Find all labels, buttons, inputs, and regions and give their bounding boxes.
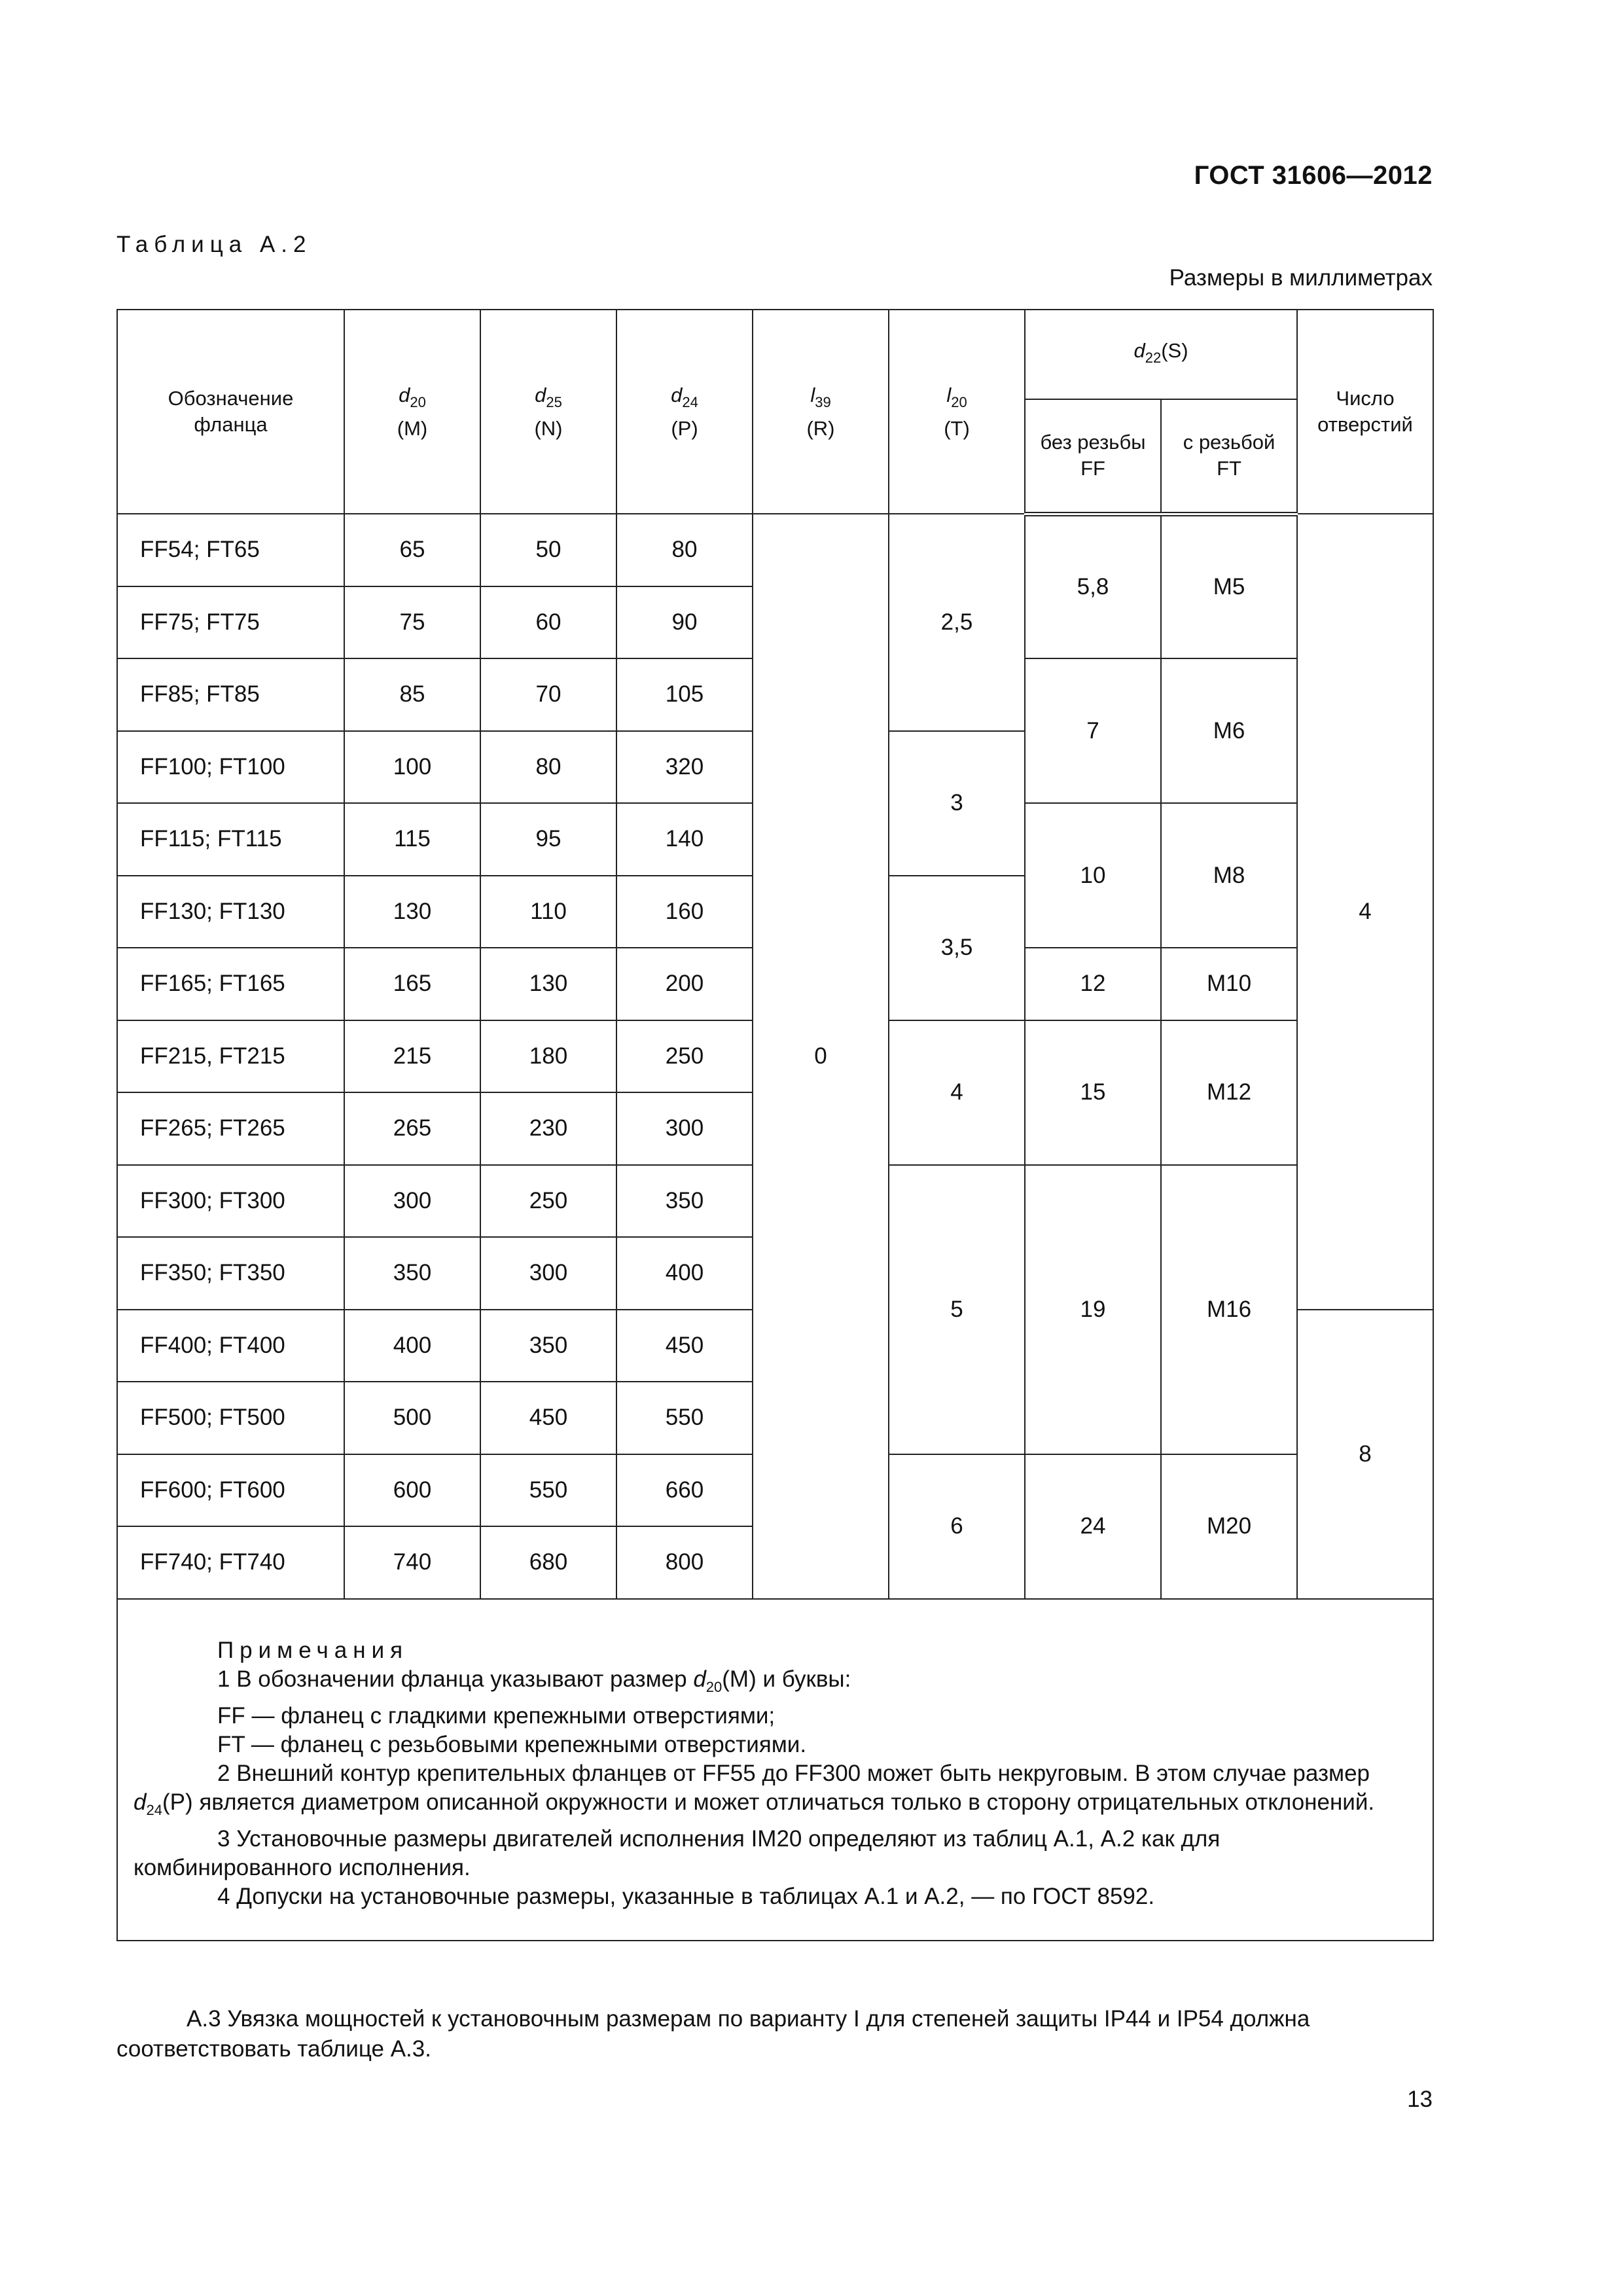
flange-designation: FF75; FT75 bbox=[117, 586, 344, 659]
note-3: 3 Установочные размеры двигателей исполнения IM20 определяют из таблиц А.1, А.2 как для комбинированного исполнения. bbox=[134, 1825, 1221, 1880]
d25-cell: 70 bbox=[480, 658, 616, 731]
d22-thread-cell: M12 bbox=[1161, 1020, 1297, 1165]
d24-cell: 90 bbox=[616, 586, 753, 659]
d20-cell: 500 bbox=[344, 1382, 480, 1454]
flange-designation: FF130; FT130 bbox=[117, 876, 344, 948]
d25-cell: 95 bbox=[480, 803, 616, 876]
d24-cell: 105 bbox=[616, 658, 753, 731]
d25-cell: 450 bbox=[480, 1382, 616, 1454]
d20-cell: 165 bbox=[344, 948, 480, 1020]
d25-cell: 230 bbox=[480, 1092, 616, 1165]
header-l20: $l_{20}$ (T) bbox=[889, 310, 1025, 514]
note-1: 1 В обозначении фланца указывают размер $d_{20}(M)$ и буквы: bbox=[217, 1666, 851, 1695]
d24-cell: 250 bbox=[616, 1020, 753, 1093]
document-code: ГОСТ 31606—2012 bbox=[1194, 161, 1433, 190]
holes-cell: 4 bbox=[1297, 514, 1433, 1310]
d25-cell: 60 bbox=[480, 586, 616, 659]
d22-thread-cell: M8 bbox=[1161, 803, 1297, 948]
d24-cell: 320 bbox=[616, 731, 753, 804]
note-ft: FT — фланец с резьбовыми крепежными отверстиями. bbox=[217, 1731, 807, 1757]
d20-cell: 740 bbox=[344, 1526, 480, 1599]
d20-cell: 300 bbox=[344, 1165, 480, 1238]
page-number: 13 bbox=[1407, 2087, 1433, 2112]
table-row bbox=[117, 514, 1433, 586]
header-designation: Обозначение фланца bbox=[117, 310, 344, 514]
notes-cell bbox=[117, 1599, 1433, 1941]
d22-thread-cell: M5 bbox=[1161, 514, 1297, 658]
d24-cell: 140 bbox=[616, 803, 753, 876]
l39-cell: 0 bbox=[753, 514, 889, 1599]
d22-thread-cell: M20 bbox=[1161, 1454, 1297, 1599]
d20-cell: 85 bbox=[344, 658, 480, 731]
flange-designation: FF54; FT65 bbox=[117, 514, 344, 586]
header-d20: $d_{20}$ (M) bbox=[344, 310, 480, 514]
l20-cell: 6 bbox=[889, 1454, 1025, 1599]
note-4: 4 Допуски на установочные размеры, указанные в таблицах А.1 и А.2, — по ГОСТ 8592. bbox=[217, 1883, 1155, 1909]
d25-cell: 50 bbox=[480, 514, 616, 586]
d25-cell: 250 bbox=[480, 1165, 616, 1238]
d25-cell: 550 bbox=[480, 1454, 616, 1527]
holes-cell: 8 bbox=[1297, 1310, 1433, 1599]
d24-cell: 800 bbox=[616, 1526, 753, 1599]
l20-cell: 3 bbox=[889, 731, 1025, 876]
d20-cell: 600 bbox=[344, 1454, 480, 1527]
flange-designation: FF165; FT165 bbox=[117, 948, 344, 1020]
flange-designation: FF500; FT500 bbox=[117, 1382, 344, 1454]
d24-cell: 450 bbox=[616, 1310, 753, 1382]
d20-cell: 75 bbox=[344, 586, 480, 659]
header-d25: $d_{25}$ (N) bbox=[480, 310, 616, 514]
d22-no-thread-cell: 5,8 bbox=[1025, 514, 1161, 658]
d22-thread-cell: M10 bbox=[1161, 948, 1297, 1020]
d20-cell: 400 bbox=[344, 1310, 480, 1382]
d20-cell: 130 bbox=[344, 876, 480, 948]
d24-cell: 400 bbox=[616, 1237, 753, 1310]
d20-cell: 100 bbox=[344, 731, 480, 804]
l20-cell: 3,5 bbox=[889, 876, 1025, 1020]
d20-cell: 115 bbox=[344, 803, 480, 876]
l20-cell: 4 bbox=[889, 1020, 1025, 1165]
flange-designation: FF215, FT215 bbox=[117, 1020, 344, 1093]
header-no-thread: без резьбы FF bbox=[1025, 399, 1161, 514]
header-holes: Число отверстий bbox=[1297, 310, 1433, 514]
d24-cell: 160 bbox=[616, 876, 753, 948]
d25-cell: 130 bbox=[480, 948, 616, 1020]
d22-no-thread-cell: 19 bbox=[1025, 1165, 1161, 1454]
d24-cell: 550 bbox=[616, 1382, 753, 1454]
flange-designation: FF740; FT740 bbox=[117, 1526, 344, 1599]
header-d22: $d_{22}(S)$ bbox=[1025, 310, 1297, 399]
d25-cell: 350 bbox=[480, 1310, 616, 1382]
flange-designation: FF300; FT300 bbox=[117, 1165, 344, 1238]
flange-designation: FF115; FT115 bbox=[117, 803, 344, 876]
d24-cell: 80 bbox=[616, 514, 753, 586]
units-note: Размеры в миллиметрах bbox=[1169, 265, 1433, 291]
d22-no-thread-cell: 10 bbox=[1025, 803, 1161, 948]
flange-designation: FF400; FT400 bbox=[117, 1310, 344, 1382]
notes-title: Примечания bbox=[217, 1637, 409, 1663]
flange-designation: FF85; FT85 bbox=[117, 658, 344, 731]
header-with-thread: с резьбой FT bbox=[1161, 399, 1297, 514]
d20-cell: 65 bbox=[344, 514, 480, 586]
flange-dimensions-table bbox=[116, 309, 1434, 1941]
d20-cell: 350 bbox=[344, 1237, 480, 1310]
d24-cell: 200 bbox=[616, 948, 753, 1020]
d25-cell: 300 bbox=[480, 1237, 616, 1310]
flange-designation: FF350; FT350 bbox=[117, 1237, 344, 1310]
d20-cell: 265 bbox=[344, 1092, 480, 1165]
d25-cell: 180 bbox=[480, 1020, 616, 1093]
section-a3-paragraph: А.3 Увязка мощностей к установочным размерам по варианту I для степеней защиты IP44 и IP54 должна соответствовать таблице А.3. bbox=[116, 2006, 1310, 2062]
notes-block bbox=[118, 1600, 1433, 1940]
notes-row bbox=[117, 1599, 1433, 1941]
d22-no-thread-cell: 15 bbox=[1025, 1020, 1161, 1165]
d22-no-thread-cell: 7 bbox=[1025, 658, 1161, 803]
table-caption: Таблица А.2 bbox=[116, 232, 312, 257]
d25-cell: 680 bbox=[480, 1526, 616, 1599]
flange-designation: FF265; FT265 bbox=[117, 1092, 344, 1165]
l20-cell: 2,5 bbox=[889, 514, 1025, 731]
flange-designation: FF100; FT100 bbox=[117, 731, 344, 804]
d22-no-thread-cell: 24 bbox=[1025, 1454, 1161, 1599]
d24-cell: 300 bbox=[616, 1092, 753, 1165]
note-2: 2 Внешний контур крепительных фланцев от FF55 до FF300 может быть некруговым. В этом случае размер $d_{24}(P)$ является диаметром описанной окружности и может отличаться только в сторону отрицательных отклонений. bbox=[134, 1760, 1375, 1818]
header-l39: $l_{39}$ (R) bbox=[753, 310, 889, 514]
d25-cell: 80 bbox=[480, 731, 616, 804]
d20-cell: 215 bbox=[344, 1020, 480, 1093]
d22-no-thread-cell: 12 bbox=[1025, 948, 1161, 1020]
d22-thread-cell: M16 bbox=[1161, 1165, 1297, 1454]
header-d24: $d_{24}$ (P) bbox=[616, 310, 753, 514]
flange-designation: FF600; FT600 bbox=[117, 1454, 344, 1527]
d24-cell: 660 bbox=[616, 1454, 753, 1527]
l20-cell: 5 bbox=[889, 1165, 1025, 1454]
d22-thread-cell: M6 bbox=[1161, 658, 1297, 803]
d24-cell: 350 bbox=[616, 1165, 753, 1238]
note-ff: FF — фланец с гладкими крепежными отверстиями; bbox=[217, 1702, 776, 1729]
d25-cell: 110 bbox=[480, 876, 616, 948]
